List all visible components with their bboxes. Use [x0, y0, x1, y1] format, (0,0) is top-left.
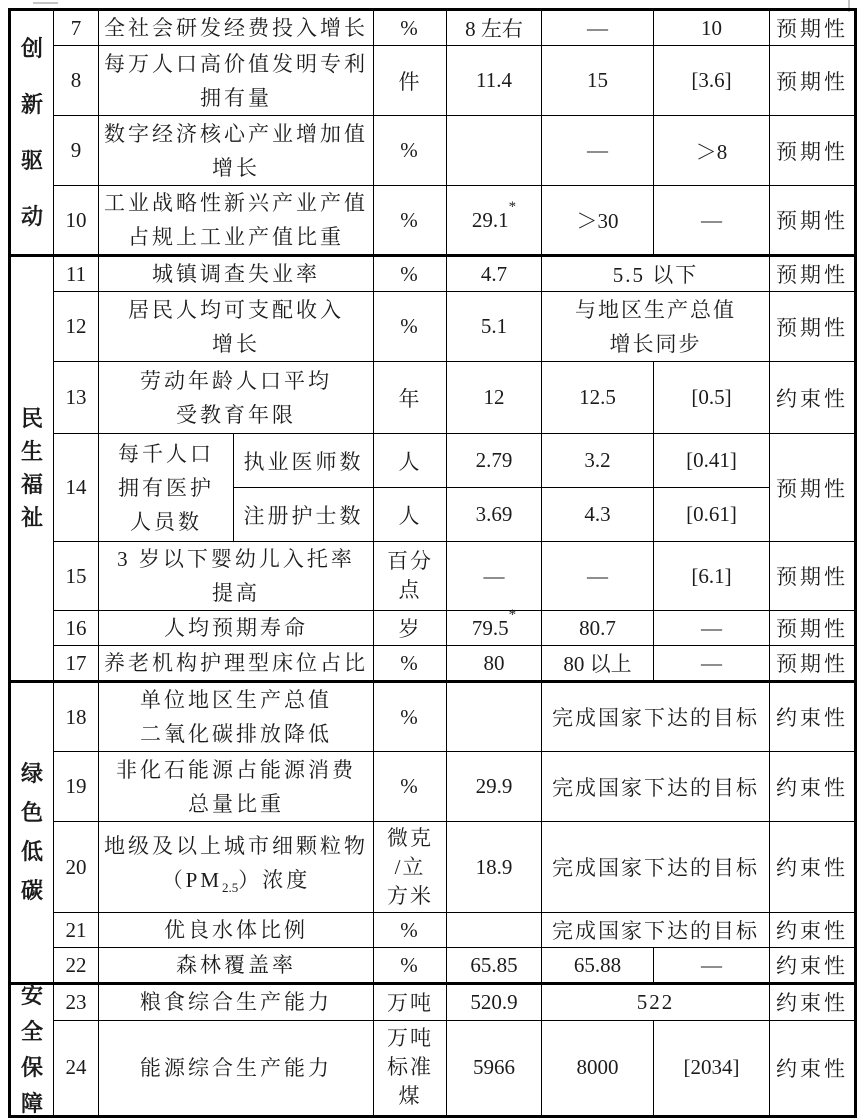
unit-cell: %	[374, 186, 447, 256]
cell-value-2: —	[542, 116, 654, 186]
attribute-cell: 约束性	[770, 984, 856, 1021]
unit-cell: 岁	[374, 611, 447, 646]
cell-value-1: 3.69	[447, 488, 542, 542]
category-char: 新	[20, 91, 43, 117]
row-number: 22	[54, 948, 99, 984]
attribute-cell: 约束性	[770, 752, 856, 822]
cell-value-3: —	[654, 611, 770, 646]
table-row-19	[10, 752, 856, 822]
cell-value-2: 80.7	[542, 611, 654, 646]
category-char: 祉	[20, 505, 43, 530]
row-number: 17	[54, 646, 99, 682]
indicator-name: 居民人均可支配收入 增长	[99, 292, 374, 362]
unit-cell: 万吨 标准 煤	[374, 1020, 447, 1116]
cell-value-2: 12.5	[542, 362, 654, 434]
indicator-name: 工业战略性新兴产业产值 占规上工业产值比重	[99, 186, 374, 256]
cell-value-1: 29.9	[447, 752, 542, 822]
indicator-name: 数字经济核心产业增加值 增长	[99, 116, 374, 186]
indicator-name: 地级及以上城市细颗粒物 $(PM_{2.5})$浓度	[99, 822, 374, 913]
cell-value-1: 2.79	[447, 434, 542, 488]
cell-value-span: 完成国家下达的目标	[542, 822, 770, 913]
attribute-cell: 预期性	[770, 646, 856, 682]
table-row-24	[10, 1020, 856, 1116]
indicator-name: 每千人口 拥有医护 人员数	[99, 434, 234, 542]
category-char: 碳	[20, 878, 43, 903]
category-char: 生	[20, 439, 43, 464]
category-char: 福	[20, 472, 43, 497]
row-number: 24	[54, 1020, 99, 1116]
unit-cell: 人	[374, 488, 447, 542]
table-row-7	[10, 10, 856, 46]
category-char: 创	[20, 35, 43, 61]
category-char: 全	[20, 1019, 43, 1044]
cell-value-1: 79.5*	[447, 611, 542, 646]
unit-cell: 万吨	[374, 984, 447, 1021]
unit-cell: %	[374, 646, 447, 682]
cell-value-1	[447, 913, 542, 948]
table-row-21	[10, 913, 856, 948]
category-livelihood	[10, 256, 54, 682]
category-green	[10, 682, 54, 984]
cell-value-1: 11.4	[447, 46, 542, 116]
cell-value-1: 8 左右	[447, 10, 542, 46]
category-char: 动	[20, 203, 43, 229]
row-number: 14	[54, 434, 99, 542]
row-number: 8	[54, 46, 99, 116]
cell-value-span: 与地区生产总值 增长同步	[542, 292, 770, 362]
cell-value-1: 5.1	[447, 292, 542, 362]
cell-value-span: 完成国家下达的目标	[542, 682, 770, 752]
indicator-name: 城镇调查失业率	[99, 256, 374, 292]
indicator-name: 每万人口高价值发明专利 拥有量	[99, 46, 374, 116]
cell-value-1: 4.7	[447, 256, 542, 292]
attribute-cell: 预期性	[770, 292, 856, 362]
table-row-23	[10, 984, 856, 1021]
cell-value-span: 完成国家下达的目标	[542, 752, 770, 822]
category-char: 色	[20, 800, 43, 825]
row-number: 11	[54, 256, 99, 292]
category-char: 保	[20, 1055, 43, 1080]
cell-value-2: —	[542, 10, 654, 46]
unit-cell: 人	[374, 434, 447, 488]
attribute-cell: 约束性	[770, 1020, 856, 1116]
indicator-name: 优良水体比例	[99, 913, 374, 948]
cell-value-1: 520.9	[447, 984, 542, 1021]
row-number: 9	[54, 116, 99, 186]
sub-indicator-name: 执业医师数	[234, 434, 374, 488]
unit-cell: 件	[374, 46, 447, 116]
cell-value-3: —	[654, 186, 770, 256]
cell-value-3: [6.1]	[654, 542, 770, 611]
category-char: 民	[20, 406, 43, 431]
table-row-20	[10, 822, 856, 913]
sub-indicator-name: 注册护士数	[234, 488, 374, 542]
cell-value-1	[447, 116, 542, 186]
unit-cell: %	[374, 752, 447, 822]
cell-value-1: 29.1*	[447, 186, 542, 256]
cell-value-span: 522	[542, 984, 770, 1021]
unit-cell: %	[374, 10, 447, 46]
cell-value-2: 15	[542, 46, 654, 116]
indicator-name: 非化石能源占能源消费 总量比重	[99, 752, 374, 822]
table-row-14a	[10, 434, 856, 488]
cell-value-2: 4.3	[542, 488, 654, 542]
unit-cell: %	[374, 682, 447, 752]
category-char: 障	[20, 1091, 43, 1116]
unit-cell: %	[374, 913, 447, 948]
plan-indicators-table	[8, 8, 857, 1118]
cell-value-1: 5966	[447, 1020, 542, 1116]
indicator-name: 全社会研发经费投入增长	[99, 10, 374, 46]
cell-value-3: [2034]	[654, 1020, 770, 1116]
row-number: 16	[54, 611, 99, 646]
indicator-name: 粮食综合生产能力	[99, 984, 374, 1021]
cell-value-1: 12	[447, 362, 542, 434]
cell-value-2: 3.2	[542, 434, 654, 488]
indicator-name: 3 岁以下婴幼儿入托率 提高	[99, 542, 374, 611]
category-char: 安	[20, 983, 43, 1008]
cell-value-span: 5.5 以下	[542, 256, 770, 292]
attribute-cell: 约束性	[770, 682, 856, 752]
row-number: 20	[54, 822, 99, 913]
attribute-cell: 预期性	[770, 542, 856, 611]
table-row-17	[10, 646, 856, 682]
row-number: 19	[54, 752, 99, 822]
cell-value-1: 65.85	[447, 948, 542, 984]
unit-cell: %	[374, 116, 447, 186]
row-number: 21	[54, 913, 99, 948]
cell-value-1: 18.9	[447, 822, 542, 913]
cell-value-2: 80 以上	[542, 646, 654, 682]
unit-cell: %	[374, 256, 447, 292]
category-char: 绿	[20, 761, 43, 786]
category-innovation	[10, 10, 54, 256]
cell-value-3: 10	[654, 10, 770, 46]
cell-value-3: [3.6]	[654, 46, 770, 116]
table-row-16	[10, 611, 856, 646]
cell-value-2: —	[542, 542, 654, 611]
table-row-13	[10, 362, 856, 434]
cell-value-1	[447, 682, 542, 752]
unit-cell: %	[374, 948, 447, 984]
cell-value-2: ＞30	[542, 186, 654, 256]
row-number: 10	[54, 186, 99, 256]
cell-value-3: [0.61]	[654, 488, 770, 542]
cell-value-3: —	[654, 646, 770, 682]
unit-cell: 微克 /立 方米	[374, 822, 447, 913]
attribute-cell: 约束性	[770, 822, 856, 913]
unit-cell: 年	[374, 362, 447, 434]
indicator-name: 养老机构护理型床位占比	[99, 646, 374, 682]
cell-value-3: [0.41]	[654, 434, 770, 488]
footnote-asterisk: *	[508, 199, 517, 215]
row-number: 12	[54, 292, 99, 362]
attribute-cell: 预期性	[770, 46, 856, 116]
cell-value-2: 8000	[542, 1020, 654, 1116]
indicator-name: 人均预期寿命	[99, 611, 374, 646]
indicator-name: 能源综合生产能力	[99, 1020, 374, 1116]
row-number: 15	[54, 542, 99, 611]
indicator-name: 森林覆盖率	[99, 948, 374, 984]
row-number: 7	[54, 10, 99, 46]
table-row-12	[10, 292, 856, 362]
attribute-cell: 约束性	[770, 948, 856, 984]
attribute-cell: 预期性	[770, 186, 856, 256]
indicator-name: 单位地区生产总值 二氧化碳排放降低	[99, 682, 374, 752]
attribute-cell: 预期性	[770, 116, 856, 186]
cell-value-3: ＞8	[654, 116, 770, 186]
cell-value-1: —	[447, 542, 542, 611]
pm25-subscript: 2.5	[222, 880, 239, 895]
table-row-8	[10, 46, 856, 116]
attribute-cell: 预期性	[770, 611, 856, 646]
table-row-15	[10, 542, 856, 611]
page-edge-artifact-left	[33, 2, 58, 4]
attribute-cell: 约束性	[770, 913, 856, 948]
table-row-18	[10, 682, 856, 752]
attribute-cell: 预期性	[770, 10, 856, 46]
indicator-name: 劳动年龄人口平均 受教育年限	[99, 362, 374, 434]
unit-cell: %	[374, 292, 447, 362]
cell-value-2: 65.88	[542, 948, 654, 984]
table-row-9	[10, 116, 856, 186]
attribute-cell: 预期性	[770, 434, 856, 542]
category-char: 低	[20, 839, 43, 864]
category-char: 驱	[20, 147, 43, 173]
table-row-22	[10, 948, 856, 984]
footnote-asterisk: *	[508, 607, 517, 623]
attribute-cell: 约束性	[770, 362, 856, 434]
row-number: 13	[54, 362, 99, 434]
row-number: 18	[54, 682, 99, 752]
unit-cell: 百分 点	[374, 542, 447, 611]
cell-value-3: —	[654, 948, 770, 984]
table-row-10	[10, 186, 856, 256]
category-security	[10, 984, 54, 1117]
cell-value-1: 80	[447, 646, 542, 682]
cell-value-span: 完成国家下达的目标	[542, 913, 770, 948]
cell-value-3: [0.5]	[654, 362, 770, 434]
row-number: 23	[54, 984, 99, 1021]
attribute-cell: 预期性	[770, 256, 856, 292]
table-row-11	[10, 256, 856, 292]
